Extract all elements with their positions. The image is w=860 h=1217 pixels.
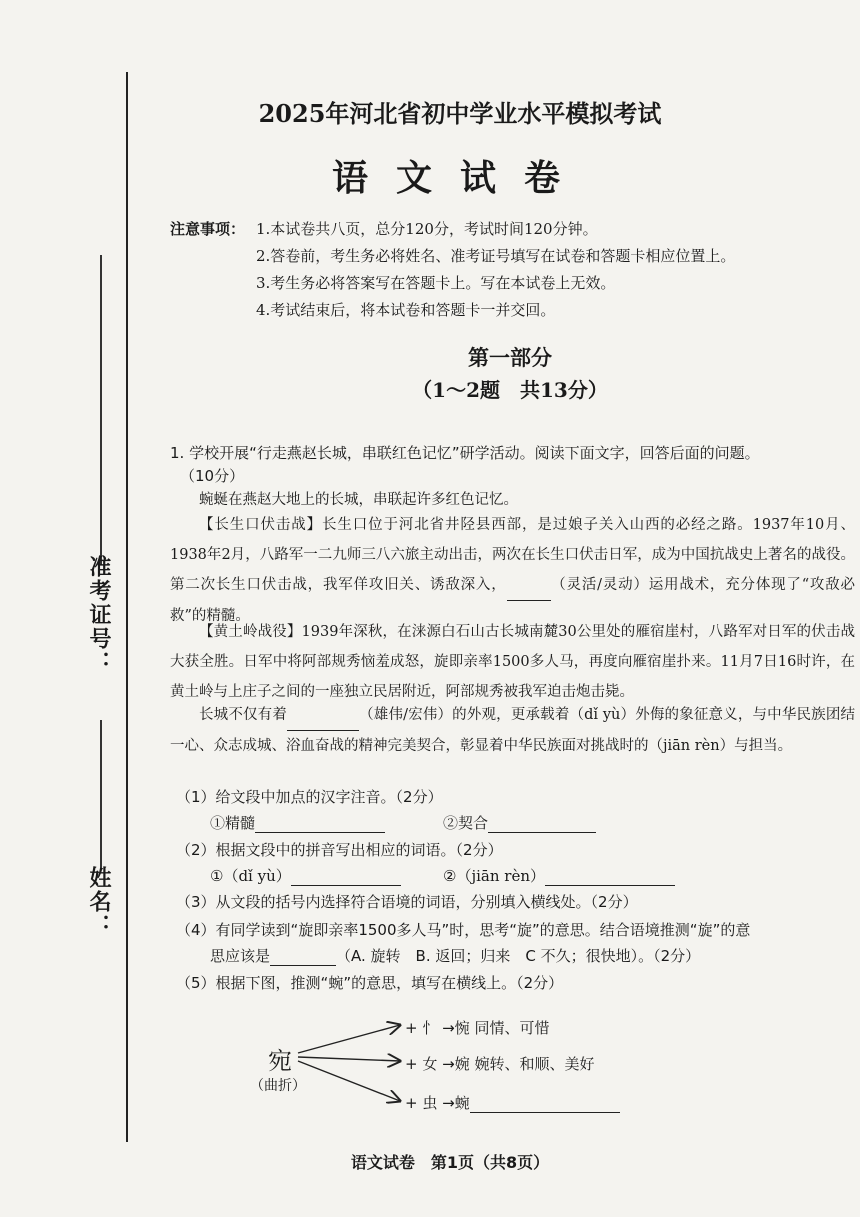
sub-question-2-a <box>210 865 401 886</box>
sub-question-5: （5）根据下图，推测“蜿”的意思，填写在横线上。（2分） <box>176 974 564 992</box>
paragraph-great-wall <box>170 700 855 761</box>
root-character: 宛 <box>268 1047 292 1075</box>
sub-question-1: （1）给文段中加点的汉字注音。（2分） <box>176 788 443 806</box>
exam-number-line <box>100 255 102 565</box>
item-label: ①（dǐ yù） <box>210 867 291 885</box>
item-label: 思应该是 <box>210 947 271 965</box>
paragraph-text: 【长生口伏击战】长生口位于河北省井陉县西部，是过娘子关入山西的必经之路。1937年10月、1938年2月，八路军一二九师三八六旅主动出击，两次在长生口伏击日军，成为中国抗战史上著名的战役。第二次长生口伏击战，我军佯攻旧关、诱敌深入， <box>170 517 855 593</box>
part-title: 第一部分 <box>468 345 552 370</box>
options-text: （A. 旋转 B. 返回；归来 C 不久；很快地）。（2分） <box>336 947 701 965</box>
answer-blank <box>270 947 336 966</box>
answer-blank <box>255 814 385 833</box>
exam-title: 2025年河北省初中学业水平模拟考试 <box>258 99 662 128</box>
paragraph-huangtuling: 【黄土岭战役】1939年深秋，在涞源白石山古长城南麓30公里处的雁宿崖村，八路军对日军的伏击战大获全胜。日军中将阿部规秀恼羞成怒，旋即亲率1500多人马，再度向雁宿崖扑来。11月7日16时许，在黄土岭与上庄子之间的一座独立民居附近，阿部规秀被我军迫击炮击毙。 <box>170 624 855 700</box>
question-1-score: （10分） <box>180 467 245 485</box>
name-line <box>100 720 102 870</box>
paragraph-text: （雄伟/宏伟）的外观，更承载着（dǐ yù）外侮的象征意义，与中华民族团结一心、众志成城、浴血奋战的精神完美契合，彰显着中华民族面对挑战时的（jiān rèn）与担当。 <box>170 707 855 754</box>
page-footer: 语文试卷 第1页（共8页） <box>350 1153 550 1172</box>
notes <box>170 216 736 319</box>
branch-wan-insect <box>405 1092 620 1113</box>
item-label: ①精髓 <box>210 814 256 832</box>
answer-blank <box>291 867 401 886</box>
item-label: ②契合 <box>443 814 489 832</box>
answer-blank <box>287 700 359 731</box>
sub-question-2: （2）根据文段中的拼音写出相应的词语。（2分） <box>176 841 503 859</box>
sub-question-4: （4）有同学读到“旋即亲率1500多人马”时，思考“旋”的意思。结合语境推测“旋”的意 <box>176 921 751 939</box>
sub-question-1-a <box>210 812 385 833</box>
branch-text: + 虫 →蜿 <box>405 1094 470 1112</box>
notes-item: 2.答卷前，考生务必将姓名、准考证号填写在试卷和答题卡相应位置上。 <box>256 247 736 265</box>
arrow-middle <box>298 1057 400 1061</box>
arrow-up <box>298 1025 400 1053</box>
notes-item: 3.考生务必将答案写在答题卡上。写在本试卷上无效。 <box>256 274 616 292</box>
branch-wan-woman: + 女 →婉 婉转、和顺、美好 <box>405 1055 595 1073</box>
paragraph-text: 长城不仅有着 <box>199 707 287 723</box>
branch-wan-heart: + 忄 →惋 同情、可惜 <box>405 1019 550 1037</box>
sub-question-1-b <box>443 812 596 833</box>
question-1-stem: 1. 学校开展“行走燕赵长城，串联红色记忆”研学活动。阅读下面文字，回答后面的问题。 <box>170 444 760 462</box>
notes-label: 注意事项： <box>170 220 246 238</box>
item-label: ②（jiān rèn） <box>443 867 545 885</box>
sub-question-4-cont <box>210 945 700 966</box>
notes-item: 1.本试卷共八页，总分120分，考试时间120分钟。 <box>256 220 598 238</box>
answer-blank <box>545 867 675 886</box>
paragraph-text: （灵活/灵动）运用战术，充分体现了“攻敌必救”的精髓。 <box>170 577 856 624</box>
arrow-down <box>298 1061 400 1101</box>
answer-blank <box>470 1094 620 1113</box>
intro-paragraph: 蜿蜒在燕赵大地上的长城，串联起许多红色记忆。 <box>199 492 518 508</box>
root-meaning: （曲折） <box>250 1078 306 1094</box>
name-label: 姓名： <box>86 866 111 938</box>
binding-line <box>126 72 128 1142</box>
part-subtitle: （1～2题 共13分） <box>412 378 608 402</box>
sub-question-3: （3）从文段的括号内选择符合语境的词语，分别填入横线处。（2分） <box>176 893 638 911</box>
character-diagram <box>240 1005 660 1125</box>
exam-number-label: 准考证号： <box>86 555 111 675</box>
paper-title: 语文试卷 <box>331 157 588 199</box>
sub-question-2-b <box>443 865 675 886</box>
paragraph-changshengkou <box>170 510 855 631</box>
answer-blank <box>507 570 551 601</box>
answer-blank <box>488 814 596 833</box>
notes-item: 4.考试结束后，将本试卷和答题卡一并交回。 <box>256 301 556 319</box>
